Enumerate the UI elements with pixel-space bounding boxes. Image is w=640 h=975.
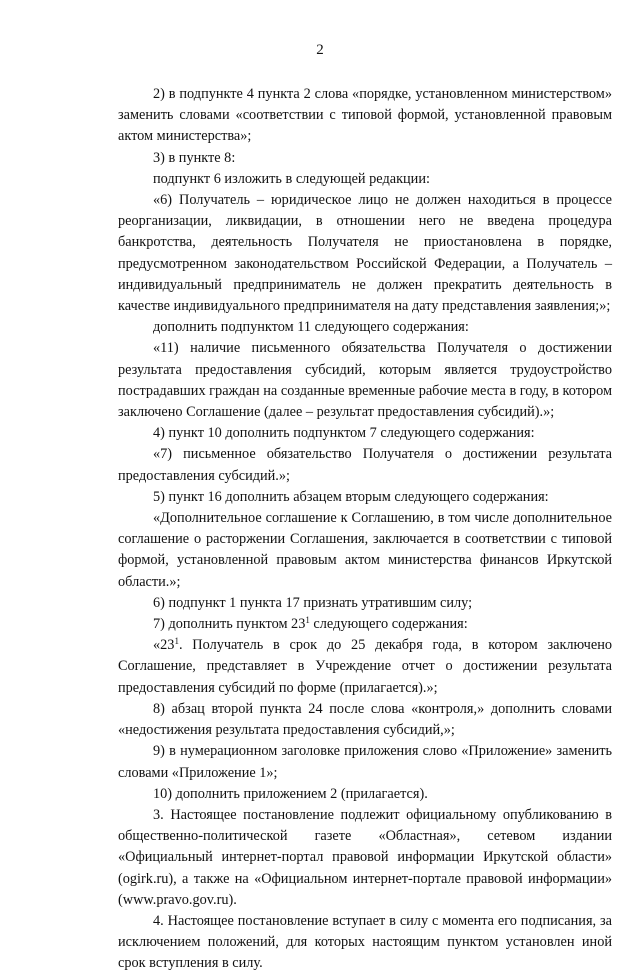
superscript: 1 <box>305 615 310 626</box>
text-fragment: 7) дополнить пунктом 23 <box>153 616 306 633</box>
paragraph: 10) дополнить приложением 2 (прилагается). <box>153 785 428 802</box>
paragraph: 3) в пункте 8: <box>153 149 236 166</box>
paragraph: 4) пункт 10 дополнить подпунктом 7 следующего содержания: <box>153 425 535 442</box>
text-fragment: . Получатель в срок до 25 декабря года, в котором заключено Соглашение, представляет в Учреждение отчет о достижении результата предоставления субсидий по форме (прилагается).»; <box>118 637 612 696</box>
paragraph: «7) письменное обязательство Получателя о достижении результата предоставления субсидий.»; <box>118 446 612 484</box>
paragraph: 3. Настоящее постановление подлежит официальному опубликованию в общественно-политической газете «Областная», сетевом издании «Официальный интернет-портал правовой информации Иркутской области» (ogirk.ru), а также на «Официальном интернет-портале правовой информации» (www.pravo.gov.ru). <box>118 806 612 908</box>
paragraph: дополнить подпунктом 11 следующего содержания: <box>153 319 469 336</box>
paragraph: 4. Настоящее постановление вступает в силу с момента его подписания, за исключением положений, для которых настоящим пунктом установлен иной срок вступления в силу. <box>118 912 612 972</box>
paragraph <box>118 635 612 699</box>
paragraph: 5) пункт 16 дополнить абзацем вторым следующего содержания: <box>153 488 549 505</box>
paragraph <box>118 614 612 635</box>
paragraph: 9) в нумерационном заголовке приложения слово «Приложение» заменить словами «Приложение 1»; <box>118 743 612 781</box>
superscript: 1 <box>174 636 179 647</box>
paragraph: «11) наличие письменного обязательства Получателя о достижении результата предоставления субсидий, которым является трудоустройство пострадавших граждан на созданные временные рабочие места в году, в котором заключено Соглашение (далее – результат предоставления субсидий).»; <box>118 340 612 421</box>
document-body <box>118 84 612 975</box>
paragraph: «6) Получатель – юридическое лицо не должен находиться в процессе реорганизации, ликвидации, в отношении него не введена процедура банкротства, деятельность Получателя не приостановлена в порядке, предусмотренном законодательством Российской Федерации, а Получатель – индивидуальный предприниматель не должен прекратить деятельность в качестве индивидуального предпринимателя на дату представления заявления;»; <box>118 192 612 315</box>
text-fragment: следующего содержания: <box>309 616 468 633</box>
paragraph: «Дополнительное соглашение к Соглашению, в том числе дополнительное соглашение о расторжении Соглашения, заключается в соответствии с типовой формой, установленной правовым актом министерства финансов Иркутской области.»; <box>118 510 612 590</box>
paragraph: 2) в подпункте 4 пункта 2 слова «порядке, установленном министерством» заменить словами «соответствии с типовой формой, установленной правовым актом министерства»; <box>118 86 612 145</box>
paragraph: 8) абзац второй пункта 24 после слова «контроля,» дополнить словами «недостижения результата предоставления субсидий,»; <box>118 700 612 739</box>
page-number: 2 <box>316 42 324 58</box>
paragraph: 6) подпункт 1 пункта 17 признать утратившим силу; <box>153 594 473 611</box>
text-fragment: «23 <box>153 637 175 654</box>
paragraph: подпункт 6 изложить в следующей редакции: <box>153 170 430 187</box>
